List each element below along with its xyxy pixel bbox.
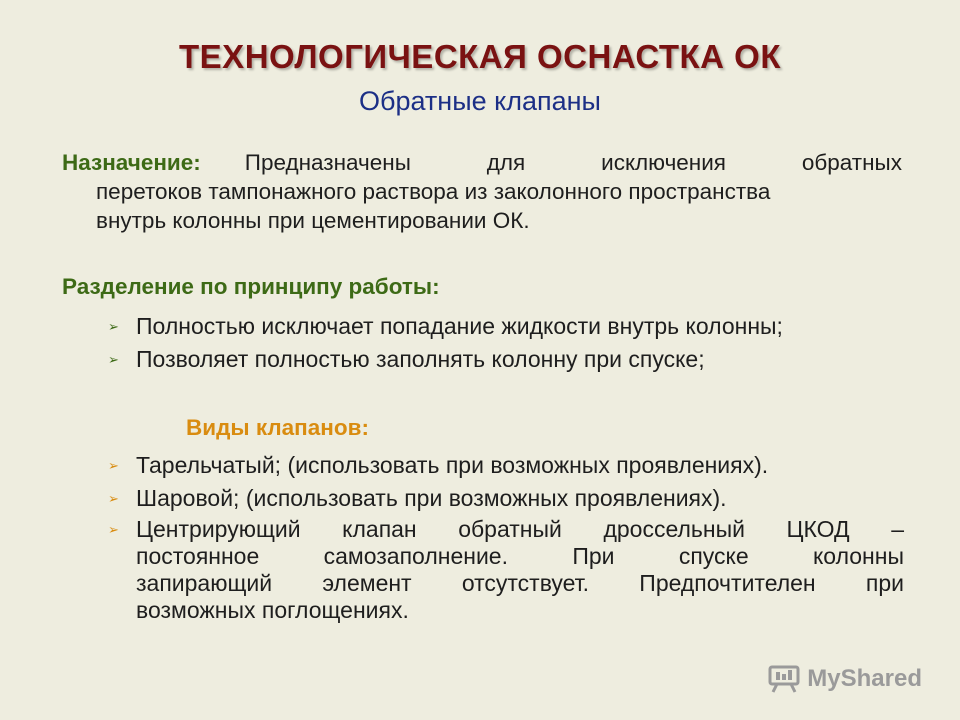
- arrow-bullet-icon: ➢: [108, 522, 119, 537]
- projector-screen-icon: [767, 664, 801, 694]
- word: Предпочтителен: [639, 570, 816, 596]
- list-item: [104, 311, 904, 342]
- purpose-word: для: [486, 150, 526, 175]
- word: самозаполнение.: [323, 543, 508, 569]
- list-item-text: Позволяет полностью заполнять колонну при спуске;: [136, 346, 705, 372]
- valve-types-list: [104, 450, 904, 626]
- arrow-bullet-icon: ➢: [108, 458, 119, 473]
- section-heading-valve-types: Виды клапанов:: [186, 415, 369, 440]
- word: Центрирующий: [136, 516, 301, 542]
- list-item: [104, 516, 904, 624]
- slide-title: ТЕХНОЛОГИЧЕСКАЯ ОСНАСТКА ОК: [179, 38, 781, 75]
- section-heading-principle: Разделение по принципу работы:: [62, 274, 440, 299]
- word: постоянное: [136, 543, 260, 569]
- purpose-word: обратных: [801, 150, 902, 175]
- word: запирающий: [136, 570, 273, 596]
- list-item: [104, 344, 904, 375]
- word: отсутствует.: [461, 570, 590, 596]
- list-item-text: Полностью исключает попадание жидкости внутрь колонны;: [136, 313, 783, 339]
- list-item-text: Тарельчатый; (использовать при возможных проявлениях).: [136, 452, 769, 478]
- principle-list: [104, 311, 904, 377]
- list-item: [104, 450, 904, 481]
- word: дроссельный: [603, 516, 745, 542]
- watermark-text: MyShared: [807, 665, 922, 692]
- purpose-paragraph: [62, 148, 902, 235]
- word: обратный: [458, 516, 562, 542]
- word: спуске: [678, 543, 749, 569]
- list-item: [104, 483, 904, 514]
- word: –: [891, 516, 904, 542]
- arrow-bullet-icon: ➢: [108, 319, 119, 334]
- purpose-line-2: перетоков тампонажного раствора из заколонного пространства: [96, 179, 771, 204]
- word: элемент: [322, 570, 412, 596]
- purpose-label: Назначение:: [62, 150, 201, 175]
- purpose-word: исключения: [601, 150, 726, 175]
- word: при: [865, 570, 904, 596]
- slide-subtitle: Обратные клапаны: [359, 86, 601, 116]
- word: клапан: [342, 516, 417, 542]
- purpose-word: Предназначены: [244, 150, 411, 175]
- list-item-text: Шаровой; (использовать при возможных проявлениях).: [136, 485, 727, 511]
- arrow-bullet-icon: ➢: [108, 352, 119, 367]
- purpose-line-3: внутрь колонны при цементировании ОК.: [96, 208, 530, 233]
- list-item-text: возможных поглощениях.: [136, 597, 409, 623]
- word: При: [572, 543, 615, 569]
- arrow-bullet-icon: ➢: [108, 491, 119, 506]
- word: ЦКОД: [786, 516, 850, 542]
- word: колонны: [812, 543, 904, 569]
- watermark-logo: [767, 664, 922, 694]
